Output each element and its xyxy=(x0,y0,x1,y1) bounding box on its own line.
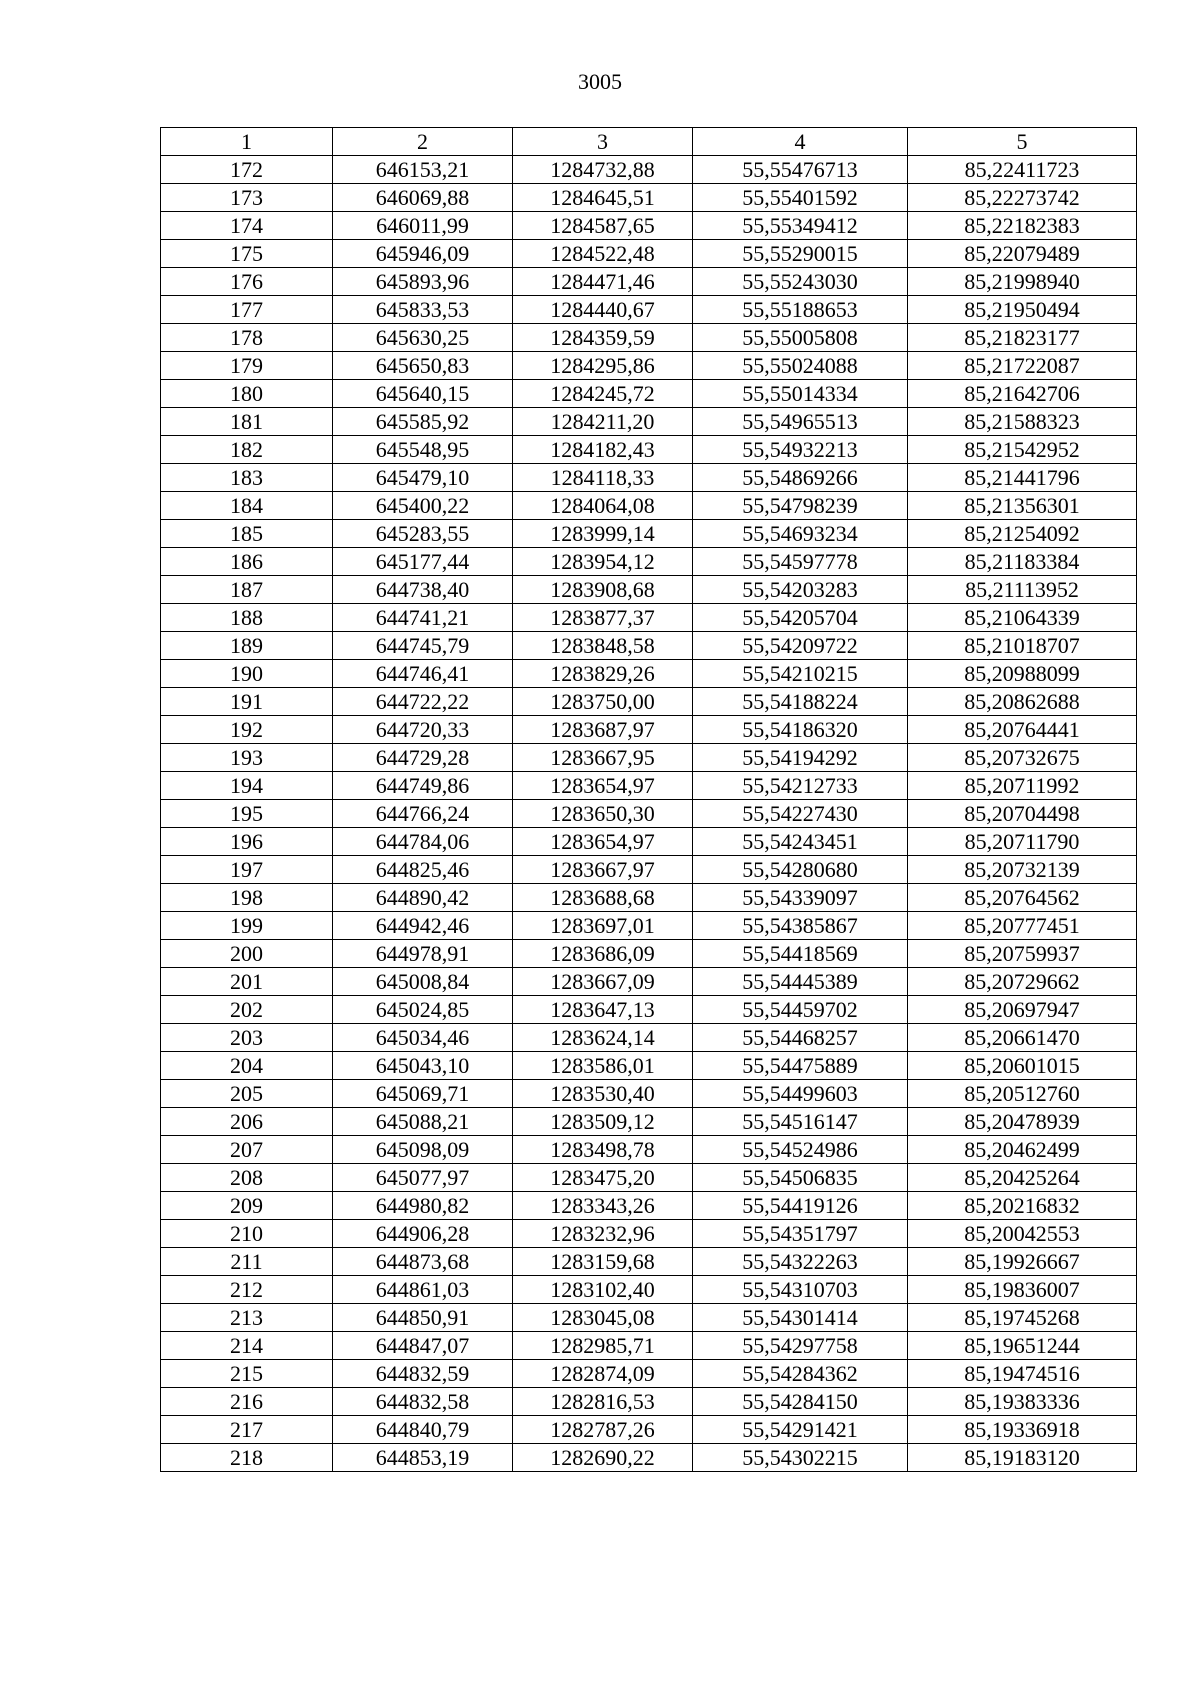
table-cell: 55,54210215 xyxy=(693,660,908,688)
table-cell: 1283908,68 xyxy=(513,576,693,604)
table-cell: 1284182,43 xyxy=(513,436,693,464)
table-row xyxy=(161,1136,1137,1164)
table-cell: 85,19651244 xyxy=(908,1332,1137,1360)
table-cell: 55,54284150 xyxy=(693,1388,908,1416)
table-cell: 1283586,01 xyxy=(513,1052,693,1080)
table-row xyxy=(161,492,1137,520)
table-cell: 1283343,26 xyxy=(513,1192,693,1220)
table-header xyxy=(161,128,1137,156)
table-row xyxy=(161,856,1137,884)
table-body xyxy=(161,156,1137,1472)
table-cell: 1283159,68 xyxy=(513,1248,693,1276)
table-cell: 1284645,51 xyxy=(513,184,693,212)
table-cell: 201 xyxy=(161,968,333,996)
column-header: 3 xyxy=(513,128,693,156)
table-row xyxy=(161,1108,1137,1136)
table-cell: 644746,41 xyxy=(333,660,513,688)
table-cell: 55,54227430 xyxy=(693,800,908,828)
table-cell: 85,21722087 xyxy=(908,352,1137,380)
table-row xyxy=(161,1052,1137,1080)
table-cell: 173 xyxy=(161,184,333,212)
table-cell: 1283667,09 xyxy=(513,968,693,996)
table-cell: 645946,09 xyxy=(333,240,513,268)
table-cell: 645024,85 xyxy=(333,996,513,1024)
table-row xyxy=(161,1024,1137,1052)
table-cell: 55,55243030 xyxy=(693,268,908,296)
table-cell: 85,21588323 xyxy=(908,408,1137,436)
table-cell: 177 xyxy=(161,296,333,324)
table-cell: 197 xyxy=(161,856,333,884)
table-cell: 644832,59 xyxy=(333,1360,513,1388)
table-cell: 85,19336918 xyxy=(908,1416,1137,1444)
table-row xyxy=(161,716,1137,744)
table-cell: 1283687,97 xyxy=(513,716,693,744)
table-cell: 55,54302215 xyxy=(693,1444,908,1472)
table-row xyxy=(161,184,1137,212)
table-cell: 645640,15 xyxy=(333,380,513,408)
table-cell: 213 xyxy=(161,1304,333,1332)
table-cell: 55,54297758 xyxy=(693,1332,908,1360)
table-cell: 207 xyxy=(161,1136,333,1164)
table-cell: 55,54284362 xyxy=(693,1360,908,1388)
table-row xyxy=(161,800,1137,828)
table-cell: 200 xyxy=(161,940,333,968)
table-cell: 85,21642706 xyxy=(908,380,1137,408)
table-row xyxy=(161,212,1137,240)
table-cell: 55,54209722 xyxy=(693,632,908,660)
table-cell: 85,20777451 xyxy=(908,912,1137,940)
table-cell: 85,21064339 xyxy=(908,604,1137,632)
table-cell: 645088,21 xyxy=(333,1108,513,1136)
table-cell: 644745,79 xyxy=(333,632,513,660)
table-cell: 55,54475889 xyxy=(693,1052,908,1080)
table-cell: 55,54499603 xyxy=(693,1080,908,1108)
table-cell: 176 xyxy=(161,268,333,296)
table-cell: 645177,44 xyxy=(333,548,513,576)
table-cell: 1284118,33 xyxy=(513,464,693,492)
table-cell: 211 xyxy=(161,1248,333,1276)
table-cell: 85,22411723 xyxy=(908,156,1137,184)
table-cell: 645069,71 xyxy=(333,1080,513,1108)
table-cell: 1284732,88 xyxy=(513,156,693,184)
table-cell: 55,55014334 xyxy=(693,380,908,408)
table-cell: 55,54932213 xyxy=(693,436,908,464)
table-cell: 205 xyxy=(161,1080,333,1108)
table-cell: 55,54322263 xyxy=(693,1248,908,1276)
table-cell: 1283654,97 xyxy=(513,828,693,856)
table-cell: 85,20704498 xyxy=(908,800,1137,828)
table-cell: 55,55349412 xyxy=(693,212,908,240)
table-cell: 55,54243451 xyxy=(693,828,908,856)
table-cell: 85,20732675 xyxy=(908,744,1137,772)
table-cell: 1284522,48 xyxy=(513,240,693,268)
table-row xyxy=(161,1304,1137,1332)
table-cell: 85,20711992 xyxy=(908,772,1137,800)
table-cell: 55,54798239 xyxy=(693,492,908,520)
table-cell: 85,20601015 xyxy=(908,1052,1137,1080)
table-row xyxy=(161,688,1137,716)
table-cell: 192 xyxy=(161,716,333,744)
table-cell: 644840,79 xyxy=(333,1416,513,1444)
table-row xyxy=(161,436,1137,464)
table-cell: 1284440,67 xyxy=(513,296,693,324)
table-cell: 203 xyxy=(161,1024,333,1052)
table-cell: 1283667,95 xyxy=(513,744,693,772)
table-cell: 85,21113952 xyxy=(908,576,1137,604)
table-cell: 187 xyxy=(161,576,333,604)
table-cell: 55,54301414 xyxy=(693,1304,908,1332)
table-cell: 85,19383336 xyxy=(908,1388,1137,1416)
table-cell: 196 xyxy=(161,828,333,856)
table-cell: 175 xyxy=(161,240,333,268)
table-cell: 85,20512760 xyxy=(908,1080,1137,1108)
table-cell: 85,20661470 xyxy=(908,1024,1137,1052)
table-row xyxy=(161,156,1137,184)
table-cell: 644832,58 xyxy=(333,1388,513,1416)
table-cell: 195 xyxy=(161,800,333,828)
table-cell: 189 xyxy=(161,632,333,660)
table-cell: 85,19836007 xyxy=(908,1276,1137,1304)
table-cell: 645833,53 xyxy=(333,296,513,324)
table-cell: 174 xyxy=(161,212,333,240)
table-cell: 179 xyxy=(161,352,333,380)
column-header: 1 xyxy=(161,128,333,156)
table-row xyxy=(161,828,1137,856)
table-cell: 1283697,01 xyxy=(513,912,693,940)
table-cell: 55,54212733 xyxy=(693,772,908,800)
table-cell: 194 xyxy=(161,772,333,800)
table-cell: 1282874,09 xyxy=(513,1360,693,1388)
table-row xyxy=(161,1360,1137,1388)
table-cell: 55,54188224 xyxy=(693,688,908,716)
table-row xyxy=(161,744,1137,772)
table-cell: 55,54965513 xyxy=(693,408,908,436)
table-cell: 55,54516147 xyxy=(693,1108,908,1136)
table-cell: 1282985,71 xyxy=(513,1332,693,1360)
table-row xyxy=(161,268,1137,296)
table-cell: 55,54445389 xyxy=(693,968,908,996)
table-cell: 216 xyxy=(161,1388,333,1416)
table-cell: 1283688,68 xyxy=(513,884,693,912)
table-cell: 1283877,37 xyxy=(513,604,693,632)
table-cell: 85,20764441 xyxy=(908,716,1137,744)
table-cell: 645630,25 xyxy=(333,324,513,352)
table-cell: 215 xyxy=(161,1360,333,1388)
table-cell: 1283650,30 xyxy=(513,800,693,828)
table-row xyxy=(161,1080,1137,1108)
table-cell: 85,21823177 xyxy=(908,324,1137,352)
table-cell: 180 xyxy=(161,380,333,408)
table-cell: 85,20862688 xyxy=(908,688,1137,716)
table-cell: 85,19183120 xyxy=(908,1444,1137,1472)
table-cell: 85,21441796 xyxy=(908,464,1137,492)
table-cell: 1284211,20 xyxy=(513,408,693,436)
table-cell: 202 xyxy=(161,996,333,1024)
table-cell: 644741,21 xyxy=(333,604,513,632)
table-cell: 85,20425264 xyxy=(908,1164,1137,1192)
table-row xyxy=(161,352,1137,380)
table-cell: 55,54203283 xyxy=(693,576,908,604)
table-cell: 85,20988099 xyxy=(908,660,1137,688)
table-row xyxy=(161,408,1137,436)
table-cell: 85,20732139 xyxy=(908,856,1137,884)
table-cell: 85,19926667 xyxy=(908,1248,1137,1276)
table-cell: 645098,09 xyxy=(333,1136,513,1164)
table-cell: 1284587,65 xyxy=(513,212,693,240)
table-cell: 644850,91 xyxy=(333,1304,513,1332)
table-cell: 1284295,86 xyxy=(513,352,693,380)
table-row xyxy=(161,1164,1137,1192)
table-cell: 208 xyxy=(161,1164,333,1192)
table-cell: 644847,07 xyxy=(333,1332,513,1360)
table-cell: 645043,10 xyxy=(333,1052,513,1080)
table-cell: 191 xyxy=(161,688,333,716)
table-row xyxy=(161,996,1137,1024)
table-cell: 210 xyxy=(161,1220,333,1248)
table-row xyxy=(161,1248,1137,1276)
table-cell: 644853,19 xyxy=(333,1444,513,1472)
table-cell: 1282816,53 xyxy=(513,1388,693,1416)
table-cell: 646153,21 xyxy=(333,156,513,184)
page-number: 3005 xyxy=(578,69,622,94)
table-cell: 85,20042553 xyxy=(908,1220,1137,1248)
table-cell: 186 xyxy=(161,548,333,576)
table-row xyxy=(161,520,1137,548)
table-cell: 1284064,08 xyxy=(513,492,693,520)
table-cell: 644729,28 xyxy=(333,744,513,772)
table-cell: 172 xyxy=(161,156,333,184)
table-cell: 85,21183384 xyxy=(908,548,1137,576)
table-row xyxy=(161,240,1137,268)
table-row xyxy=(161,604,1137,632)
table-cell: 55,54597778 xyxy=(693,548,908,576)
table-cell: 183 xyxy=(161,464,333,492)
table-row xyxy=(161,968,1137,996)
table-row xyxy=(161,912,1137,940)
table-cell: 55,55188653 xyxy=(693,296,908,324)
table-cell: 1284245,72 xyxy=(513,380,693,408)
table-cell: 645400,22 xyxy=(333,492,513,520)
table-cell: 55,54524986 xyxy=(693,1136,908,1164)
table-cell: 178 xyxy=(161,324,333,352)
table-cell: 55,54280680 xyxy=(693,856,908,884)
table-cell: 1282690,22 xyxy=(513,1444,693,1472)
table-cell: 644861,03 xyxy=(333,1276,513,1304)
table-row xyxy=(161,576,1137,604)
table-cell: 645283,55 xyxy=(333,520,513,548)
table-cell: 1284359,59 xyxy=(513,324,693,352)
table-cell: 85,20462499 xyxy=(908,1136,1137,1164)
column-header: 4 xyxy=(693,128,908,156)
table-row xyxy=(161,772,1137,800)
table-cell: 55,54385867 xyxy=(693,912,908,940)
table-cell: 645077,97 xyxy=(333,1164,513,1192)
table-cell: 1283829,26 xyxy=(513,660,693,688)
column-header: 2 xyxy=(333,128,513,156)
table-cell: 644825,46 xyxy=(333,856,513,884)
table-cell: 1283509,12 xyxy=(513,1108,693,1136)
table-row xyxy=(161,1220,1137,1248)
table-cell: 644784,06 xyxy=(333,828,513,856)
header-row xyxy=(161,128,1137,156)
table-cell: 1283654,97 xyxy=(513,772,693,800)
table-cell: 55,54418569 xyxy=(693,940,908,968)
table-cell: 1284471,46 xyxy=(513,268,693,296)
table-cell: 644873,68 xyxy=(333,1248,513,1276)
table-cell: 85,20216832 xyxy=(908,1192,1137,1220)
table-cell: 55,55290015 xyxy=(693,240,908,268)
table-cell: 55,54419126 xyxy=(693,1192,908,1220)
table-cell: 199 xyxy=(161,912,333,940)
table-cell: 55,55024088 xyxy=(693,352,908,380)
table-row xyxy=(161,296,1137,324)
table-cell: 217 xyxy=(161,1416,333,1444)
table-row xyxy=(161,1444,1137,1472)
table-cell: 1283045,08 xyxy=(513,1304,693,1332)
table-cell: 644890,42 xyxy=(333,884,513,912)
table-cell: 85,22182383 xyxy=(908,212,1137,240)
table-cell: 55,55401592 xyxy=(693,184,908,212)
table-cell: 209 xyxy=(161,1192,333,1220)
table-row xyxy=(161,1388,1137,1416)
table-cell: 1283530,40 xyxy=(513,1080,693,1108)
table-cell: 644906,28 xyxy=(333,1220,513,1248)
table-cell: 644980,82 xyxy=(333,1192,513,1220)
table-row xyxy=(161,1276,1137,1304)
table-cell: 55,54693234 xyxy=(693,520,908,548)
table-cell: 85,20697947 xyxy=(908,996,1137,1024)
table-cell: 645585,92 xyxy=(333,408,513,436)
table-cell: 1283686,09 xyxy=(513,940,693,968)
table-cell: 85,20764562 xyxy=(908,884,1137,912)
table-cell: 55,54869266 xyxy=(693,464,908,492)
table-cell: 645008,84 xyxy=(333,968,513,996)
table-cell: 182 xyxy=(161,436,333,464)
table-cell: 193 xyxy=(161,744,333,772)
table-cell: 55,54468257 xyxy=(693,1024,908,1052)
table-row xyxy=(161,1416,1137,1444)
table-cell: 646069,88 xyxy=(333,184,513,212)
table-row xyxy=(161,548,1137,576)
table-cell: 190 xyxy=(161,660,333,688)
table-cell: 644942,46 xyxy=(333,912,513,940)
table-cell: 645650,83 xyxy=(333,352,513,380)
table-cell: 1283848,58 xyxy=(513,632,693,660)
table-cell: 55,55476713 xyxy=(693,156,908,184)
table-cell: 644978,91 xyxy=(333,940,513,968)
table-cell: 1283667,97 xyxy=(513,856,693,884)
table-cell: 55,54205704 xyxy=(693,604,908,632)
table-cell: 198 xyxy=(161,884,333,912)
table-cell: 85,19745268 xyxy=(908,1304,1137,1332)
table-cell: 85,21356301 xyxy=(908,492,1137,520)
table-cell: 85,20711790 xyxy=(908,828,1137,856)
table-cell: 644722,22 xyxy=(333,688,513,716)
table-cell: 85,21950494 xyxy=(908,296,1137,324)
table-cell: 644738,40 xyxy=(333,576,513,604)
table-cell: 185 xyxy=(161,520,333,548)
table-cell: 55,54339097 xyxy=(693,884,908,912)
table-cell: 644749,86 xyxy=(333,772,513,800)
table-cell: 55,54194292 xyxy=(693,744,908,772)
table-row xyxy=(161,1332,1137,1360)
table-row xyxy=(161,660,1137,688)
table-row xyxy=(161,324,1137,352)
table-cell: 1283102,40 xyxy=(513,1276,693,1304)
table-cell: 1283647,13 xyxy=(513,996,693,1024)
table-cell: 55,54506835 xyxy=(693,1164,908,1192)
table-cell: 85,21254092 xyxy=(908,520,1137,548)
table-cell: 1283954,12 xyxy=(513,548,693,576)
table-cell: 645034,46 xyxy=(333,1024,513,1052)
table-row xyxy=(161,632,1137,660)
table-cell: 85,20729662 xyxy=(908,968,1137,996)
table-cell: 206 xyxy=(161,1108,333,1136)
table-cell: 218 xyxy=(161,1444,333,1472)
table-cell: 184 xyxy=(161,492,333,520)
table-row xyxy=(161,464,1137,492)
table-cell: 645893,96 xyxy=(333,268,513,296)
table-cell: 55,54459702 xyxy=(693,996,908,1024)
table-row xyxy=(161,1192,1137,1220)
table-cell: 85,20478939 xyxy=(908,1108,1137,1136)
coordinates-table xyxy=(160,127,1137,1472)
table-cell: 645479,10 xyxy=(333,464,513,492)
table-cell: 55,55005808 xyxy=(693,324,908,352)
table-cell: 1283624,14 xyxy=(513,1024,693,1052)
table-cell: 204 xyxy=(161,1052,333,1080)
column-header: 5 xyxy=(908,128,1137,156)
table-cell: 85,21998940 xyxy=(908,268,1137,296)
table-cell: 55,54351797 xyxy=(693,1220,908,1248)
table-cell: 645548,95 xyxy=(333,436,513,464)
table-cell: 85,21018707 xyxy=(908,632,1137,660)
table-cell: 85,19474516 xyxy=(908,1360,1137,1388)
table-cell: 1283999,14 xyxy=(513,520,693,548)
table-row xyxy=(161,884,1137,912)
table-cell: 181 xyxy=(161,408,333,436)
table-row xyxy=(161,940,1137,968)
table-cell: 1283750,00 xyxy=(513,688,693,716)
table-cell: 1283498,78 xyxy=(513,1136,693,1164)
table-cell: 85,20759937 xyxy=(908,940,1137,968)
table-cell: 85,22079489 xyxy=(908,240,1137,268)
table-cell: 55,54310703 xyxy=(693,1276,908,1304)
table-cell: 1282787,26 xyxy=(513,1416,693,1444)
table-cell: 1283232,96 xyxy=(513,1220,693,1248)
table-cell: 85,21542952 xyxy=(908,436,1137,464)
table-cell: 55,54186320 xyxy=(693,716,908,744)
table-cell: 55,54291421 xyxy=(693,1416,908,1444)
table-cell: 214 xyxy=(161,1332,333,1360)
table-cell: 1283475,20 xyxy=(513,1164,693,1192)
table-cell: 646011,99 xyxy=(333,212,513,240)
table-cell: 188 xyxy=(161,604,333,632)
table-row xyxy=(161,380,1137,408)
table-cell: 85,22273742 xyxy=(908,184,1137,212)
table-cell: 644766,24 xyxy=(333,800,513,828)
table-cell: 644720,33 xyxy=(333,716,513,744)
table-cell: 212 xyxy=(161,1276,333,1304)
